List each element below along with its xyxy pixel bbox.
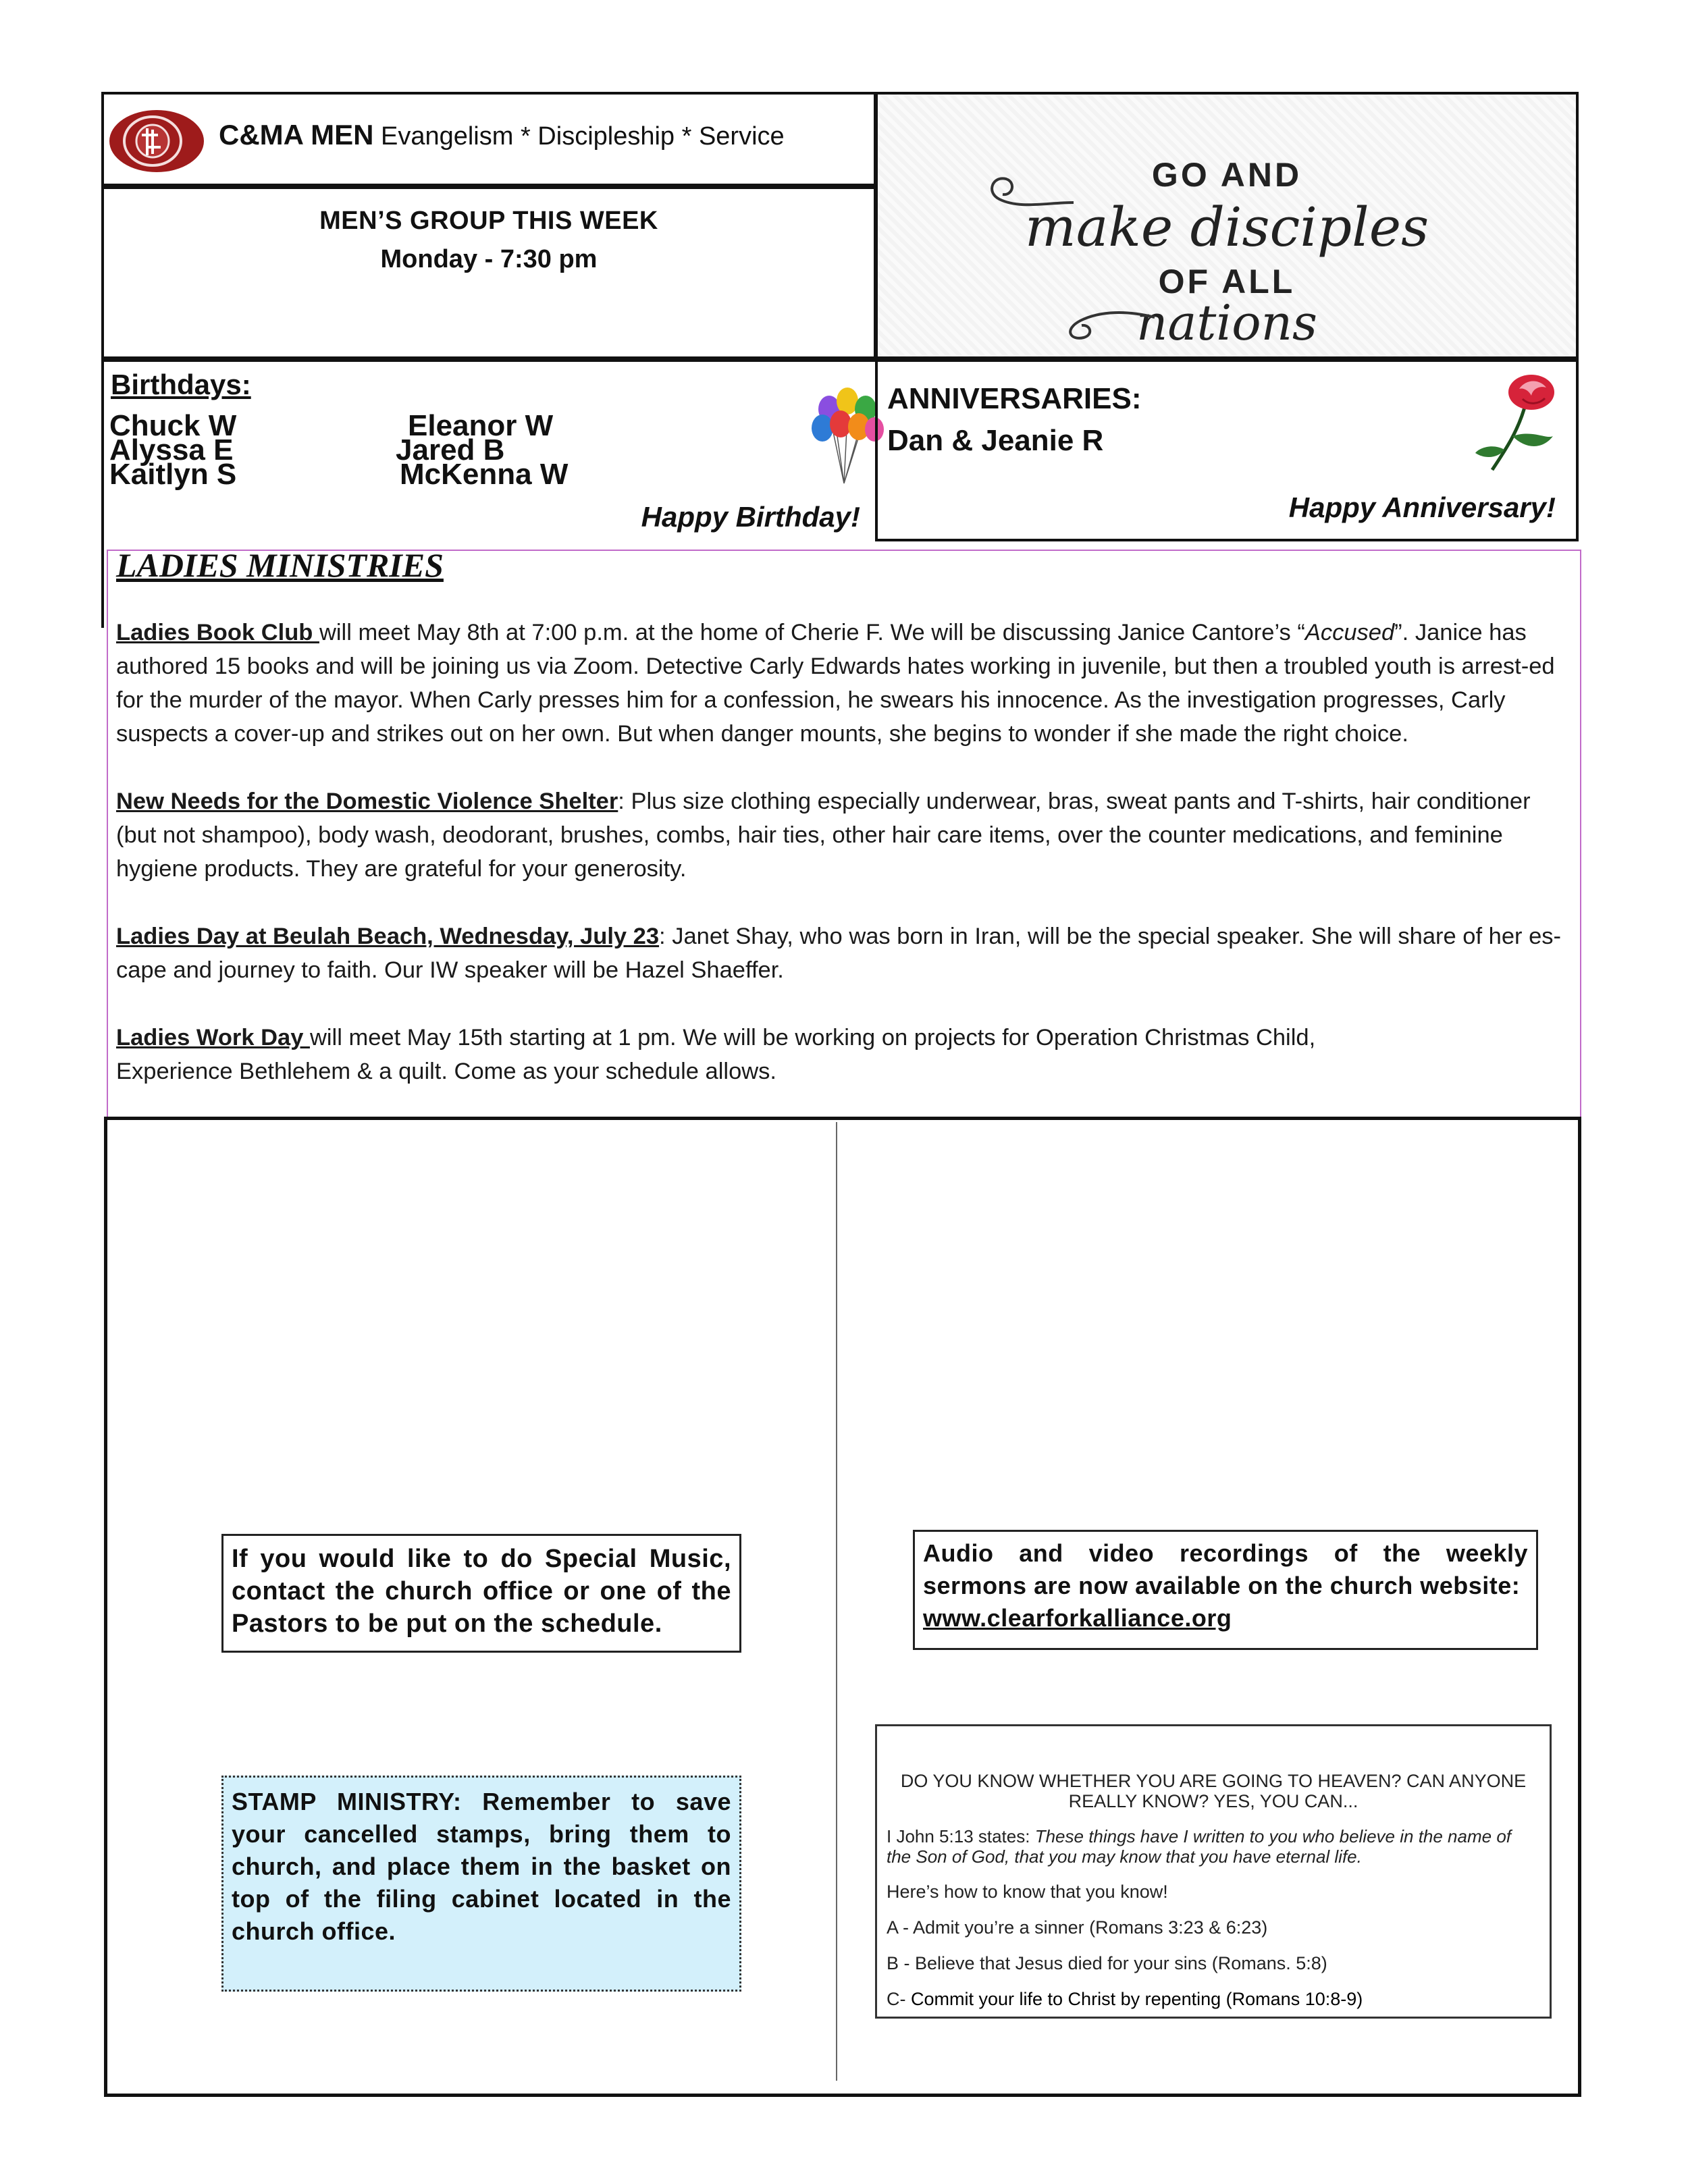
balloons-icon xyxy=(810,382,885,497)
anniversaries-heading: ANNIVERSARIES: xyxy=(887,382,1142,415)
step-c-label: C- xyxy=(887,1989,911,2009)
birthday-name: Chuck W xyxy=(109,409,237,442)
men-header xyxy=(101,92,876,186)
men-group-box xyxy=(101,186,876,359)
stamp-ministry-notice: STAMP MINISTRY: Remember to save your cancelled stamps, bring them to church, and place them in the basket on top of the filing cabinet located in the church office. xyxy=(221,1776,741,1992)
verse-ref: I John 5:13 states: xyxy=(887,1826,1035,1846)
birthday-name: McKenna W xyxy=(400,458,569,491)
book-club-paragraph xyxy=(116,616,1568,751)
book-club-description: ”. Janice has authored 15 books and will be joining us via Zoom. Detective Carly Edwards hates working in juvenile, but then a troubled youth is arrest-ed for the murder of the mayor. When Carly presses him for a confession, he swears his innocence. As the investigation progresses, Carly suspects a cover-up and strikes out on her own. But when danger mounts, she begins to wonder if she made the right choice. xyxy=(116,620,1555,747)
cma-logo-icon xyxy=(108,108,208,174)
anniversary-wish: Happy Anniversary! xyxy=(1288,491,1556,523)
men-group-heading: MEN’S GROUP THIS WEEK xyxy=(319,207,658,235)
step-c xyxy=(887,1989,1540,2010)
how-to-know: Here’s how to know that you know! xyxy=(887,1882,1168,1902)
birthday-name: Kaitlyn S xyxy=(109,458,237,491)
work-day-text: will meet May 15th starting at 1 pm. We will be working on projects for Operation Christmas Child, xyxy=(309,1025,1316,1050)
banner-line-3: OF ALL xyxy=(1158,263,1296,300)
book-title: Accused xyxy=(1304,620,1395,645)
great-commission-banner xyxy=(875,92,1579,359)
heaven-box xyxy=(875,1724,1552,2019)
birthday-wish: Happy Birthday! xyxy=(641,501,860,533)
men-title-main: C&MA MEN xyxy=(219,119,374,151)
special-music-notice: If you would like to do Special Music, contact the church office or one of the Pastors to be put on the schedule. xyxy=(221,1534,741,1653)
anniversary-names: Dan & Jeanie R xyxy=(887,424,1104,457)
audio-text: Audio and video recordings of the weekly sermons are now available on the church website: xyxy=(923,1539,1528,1599)
step-c-text: Commit your life to Christ by repenting (Romans 10:8-9) xyxy=(911,1989,1363,2009)
birthday-name: Eleanor W xyxy=(408,409,554,442)
anniversaries-section xyxy=(875,359,1579,541)
ladies-content xyxy=(116,616,1568,1122)
banner-line-2: make disciples xyxy=(1024,196,1429,259)
beach-text: : Janet Shay, who was born in Iran, will be the special speaker. She will share of her es-cape and journey to faith. Our IW speaker will be Hazel Shaeffer. xyxy=(116,924,1562,983)
verse-text: These things have I written to you who believe in the name of the Son of God, that you may know that you have eternal life. xyxy=(887,1826,1512,1867)
verse-line xyxy=(887,1826,1540,1867)
work-day-paragraph xyxy=(116,1021,1568,1088)
book-club-text: will meet May 8th at 7:00 p.m. at the home of Cherie F. We will be discussing Janice Cantore’s “ xyxy=(319,620,1305,645)
sermon-recordings-notice xyxy=(913,1530,1538,1650)
ladies-left-rule xyxy=(101,540,104,628)
men-title xyxy=(219,119,785,151)
beach-paragraph xyxy=(116,920,1568,987)
shelter-title: New Needs for the Domestic Violence Shelter xyxy=(116,789,618,814)
beach-title: Ladies Day at Beulah Beach, Wednesday, July 23 xyxy=(116,924,660,949)
ladies-heading: LADIES MINISTRIES xyxy=(116,546,444,584)
church-website-link[interactable]: www.clearforkalliance.org xyxy=(923,1604,1232,1632)
work-day-title: Ladies Work Day xyxy=(116,1025,310,1050)
heaven-question: DO YOU KNOW WHETHER YOU ARE GOING TO HEAVEN? CAN ANYONE REALLY KNOW? YES, YOU CAN... xyxy=(900,1771,1527,1811)
column-divider xyxy=(836,1122,837,2081)
birthdays-section xyxy=(101,359,876,541)
left-bottom-flourish-icon xyxy=(1053,290,1161,344)
rose-icon xyxy=(1472,369,1566,477)
men-group-time: Monday - 7:30 pm xyxy=(380,245,598,273)
men-title-tagline: Evangelism * Discipleship * Service xyxy=(373,122,785,151)
shelter-text: : Plus size clothing especially underwear, bras, sweat pants and T-shirts, hair conditioner (but not shampoo), body wash, deodorant, brushes, combs, hair ties, other hair care items, over the counter medications, and feminine hygiene products. They are grateful for your generosity. xyxy=(116,789,1531,882)
birthdays-heading: Birthdays: xyxy=(111,369,251,400)
step-b: B - Believe that Jesus died for your sins (Romans. 5:8) xyxy=(887,1953,1327,1973)
shelter-paragraph xyxy=(116,784,1568,886)
banner-line-1: GO AND xyxy=(1151,156,1302,194)
birthday-name: Alyssa E xyxy=(109,433,234,467)
book-club-title: Ladies Book Club xyxy=(116,620,319,645)
banner-line-4: nations xyxy=(1136,294,1317,351)
birthday-name: Jared B xyxy=(396,433,505,467)
step-a: A - Admit you’re a sinner (Romans 3:23 & 6:23) xyxy=(887,1917,1268,1938)
left-flourish-icon xyxy=(979,169,1080,223)
work-day-text-2: Experience Bethlehem & a quilt. Come as your schedule allows. xyxy=(116,1059,777,1084)
